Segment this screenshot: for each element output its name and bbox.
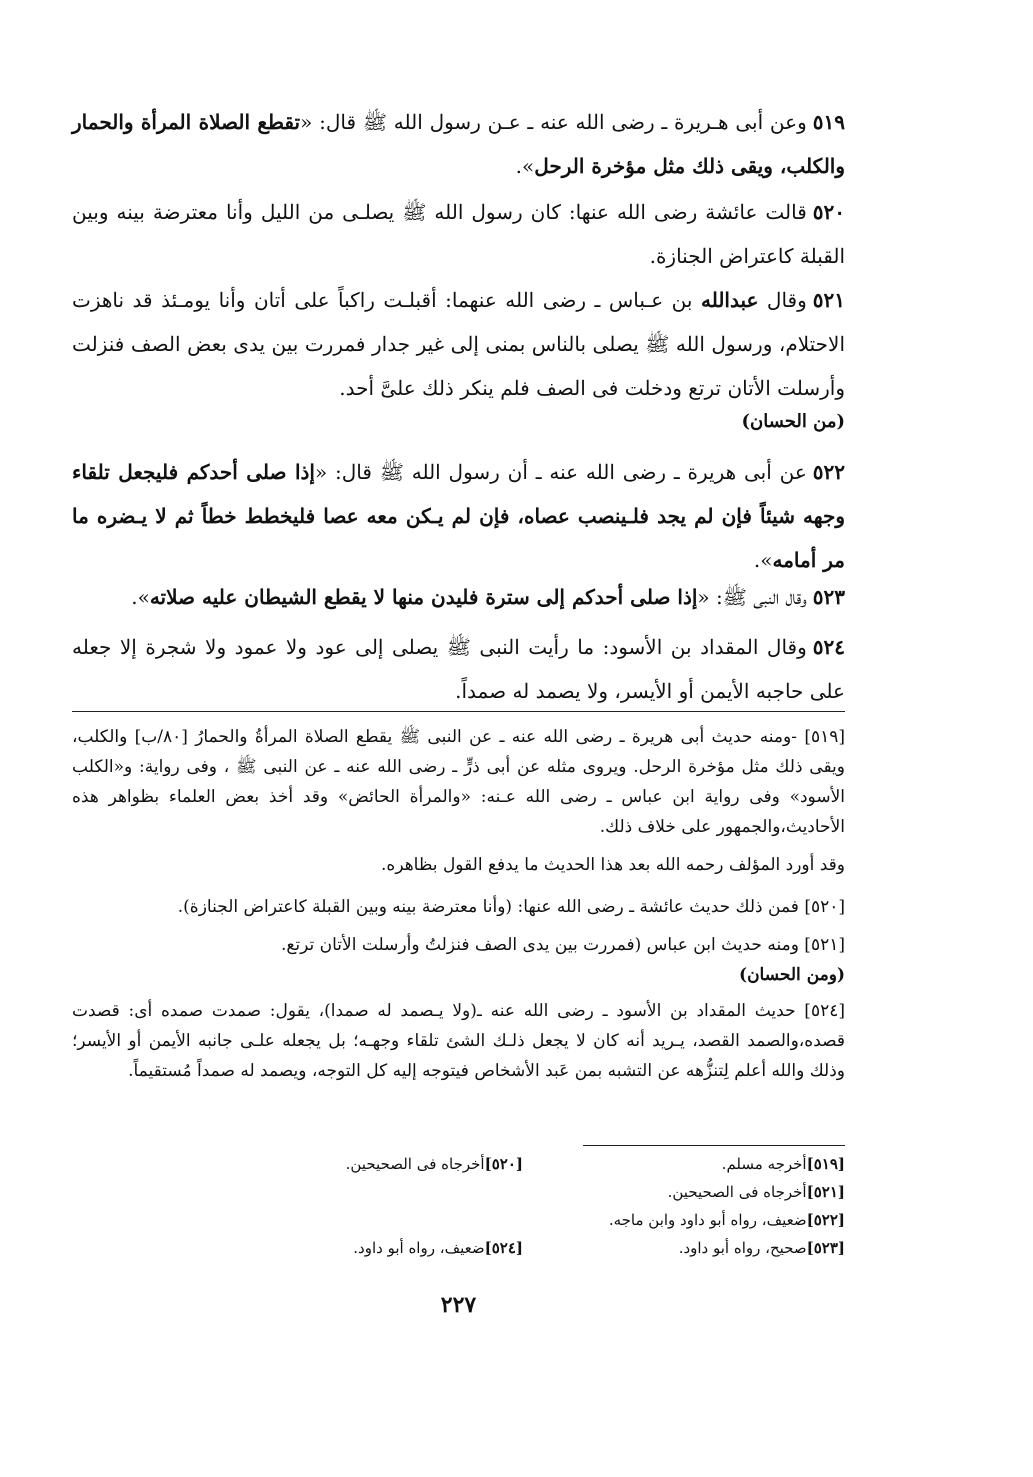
hadith-intro: وعن أبى هـريرة ـ رضى الله عنه ـ عـن رسول الله ﷺ قال: « [300, 110, 807, 134]
hadith-number: ٥٢٠ [812, 200, 845, 224]
reference-row [72, 1206, 845, 1234]
hadith-quote: تقطع الصلاة المرأة والحمار والكلب، ويقى ذلك مثل مؤخرة الرحل [72, 110, 845, 178]
hadith-close: ». [515, 154, 535, 178]
commentary-521: [٥٢١] ومنه حديث ابن عباس (فمررت بين يدى الصف فنزلتُ وأرسلت الأتان ترتع. [280, 935, 845, 955]
reference-item: [٥٢٣]صحيح، رواه أبو داود. [678, 1239, 845, 1257]
reference-item: [٥٢٠]أخرجاه فى الصحيحين. [345, 1155, 523, 1173]
reference-item: [٥٢٢]ضعيف، رواه أبو داود وابن ماجه. [608, 1211, 845, 1229]
hadith-524 [72, 625, 845, 713]
hadith-close: ». [753, 548, 773, 572]
hadith-close: ». [131, 585, 150, 609]
reference-item: [٥٢٤]ضعيف، رواه أبو داود. [353, 1239, 523, 1257]
page-number: ٢٢٧ [440, 1292, 477, 1318]
hadith-519 [72, 100, 845, 188]
reference-item: [٥٢١]أخرجاه فى الصحيحين. [667, 1183, 845, 1201]
hadith-520 [72, 190, 845, 278]
page [72, 0, 845, 1477]
reference-row [72, 1234, 845, 1262]
section-heading: (من الحسان) [741, 411, 845, 432]
hadith-text: قالت عائشة رضى الله عنها: كان رسول الله ﷺ يصلـى من الليل وأنا معترضة بينه وبين القبلة كاعتراض الجنازة. [72, 200, 845, 268]
hadith-text: وقال المقداد بن الأسود: ما رأيت النبى ﷺ يصلى إلى عود ولا عمود ولا شجرة إلا جعله على حاجبه الأيمن أو الأيسر، ولا يصمد له صمداً. [72, 635, 845, 703]
hadith-523 [72, 575, 845, 619]
hadith-522 [72, 450, 845, 582]
hadith-quote: إذا صلى أحدكم فليجعل تلقاء وجهه شيئاً فإن لم يجد فلـينصب عصاه، فإن لم يـكن معه عصا فليخطط خطاً ثم لا يـضره ما مر أمامه [72, 460, 845, 572]
hadith-number: ٥١٩ [812, 110, 845, 134]
commentary-524: [٥٢٤] حديث المقداد بن الأسود ـ رضى الله عنه ـ(ولا يـصمد له صمدا)، يقول: صمدت صمده أى: قصدت قصده،والصمد القصد، يـريد أنه كان لا يجعل ذلـك الشئ تلقاء وجهـه؛ بل يجعله علـى جانبه الأيمن أو الأيسر؛ وذلك والله أعلم لِتنزُّهه عن التشبه بمن عَبد الأشخاص فيتوجه إليه كل التوجه، ويصمد له صمداً مُستقيماً. [72, 1001, 845, 1081]
reference-row [72, 1150, 845, 1178]
hadith-quote: إذا صلى أحدكم إلى سترة فليدن منها لا يقطع الشيطان عليه صلاته [149, 585, 698, 609]
hadith-521 [72, 278, 845, 410]
reference-item: [٥١٩]أخرجه مسلم. [721, 1155, 845, 1173]
references-divider [583, 1145, 845, 1146]
commentary-heading: (ومن الحسان) [739, 965, 845, 985]
hadith-number: ٥٢٣ [812, 585, 845, 609]
hadith-text: بن عـباس ـ رضى الله عنهما: أقبلـت راكباً على أتان وأنا يومـئذ قد ناهزت الاحتلام، ورسول الله ﷺ يصلى بالناس بمنى إلى غير جدار فمررت بين يدى بعض الصف فنزلت وأرسلت الأتان ترتع ودخلت فى الصف فلم ينكر ذلك علىَّ أحد. [72, 288, 845, 400]
hadith-intro: وقال النبى ﷺ: « [697, 585, 807, 609]
hadith-intro: وقال [758, 288, 807, 312]
footnote-divider [72, 711, 845, 712]
commentary-519: [٥١٩] -ومنه حديث أبى هريرة ـ رضى الله عنه ـ عن النبى ﷺ يقطع الصلاة المرأةُ والحمارُ [٨٠/ب] والكلب، ويقى ذلك مثل مؤخرة الرحل. ويروى مثله عن أبى ذرٍّ ـ رضى الله عنه ـ عن النبى ﷺ ، وفى رواية: و«الكلب الأسود» وفى رواية ابن عباس ـ رضى الله عـنه: «والمرأة الحائض» وقد أخذ بعض العلماء بظواهر هذه الأحاديث،والجمهور على خلاف ذلك. [72, 727, 845, 837]
commentary-520: [٥٢٠] فمن ذلك حديث عائشة ـ رضى الله عنها: (وأنا معترضة بينه وبين القبلة كاعتراض الجنازة). [177, 897, 845, 917]
hadith-intro: عن أبى هريرة ـ رضى الله عنه ـ أن رسول الله ﷺ قال: « [314, 460, 807, 484]
hadith-number: ٥٢٢ [812, 460, 846, 484]
references [72, 1150, 845, 1262]
narrator-name: عبدالله [700, 288, 759, 312]
reference-row [72, 1178, 845, 1206]
commentary-519-cont: وقد أورد المؤلف رحمه الله بعد هذا الحديث ما يدفع القول بظاهره. [381, 855, 845, 875]
hadith-number: ٥٢١ [812, 288, 846, 312]
hadith-number: ٥٢٤ [812, 635, 845, 659]
